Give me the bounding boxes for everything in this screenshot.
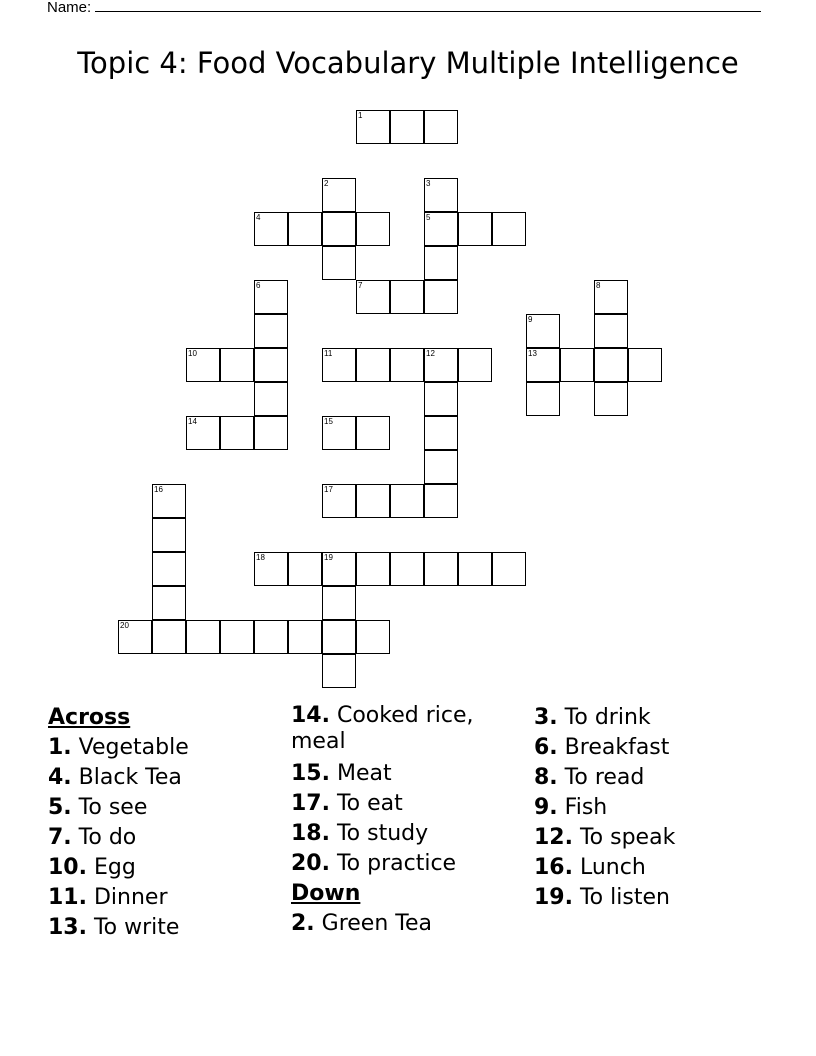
clue-item-number: 18. bbox=[291, 821, 330, 846]
clue-item-number: 14. bbox=[291, 703, 330, 728]
clue-item-text: Breakfast bbox=[557, 735, 670, 760]
crossword-cell[interactable] bbox=[322, 484, 356, 518]
crossword-cell[interactable] bbox=[526, 382, 560, 416]
clue-number: 5 bbox=[426, 213, 431, 222]
clue-item-number: 3. bbox=[534, 705, 558, 730]
clue-item-text: To drink bbox=[557, 705, 651, 730]
clue-number: 8 bbox=[596, 281, 601, 290]
clue-item-number: 19. bbox=[534, 885, 573, 910]
crossword-cell[interactable] bbox=[356, 552, 390, 586]
crossword-cell[interactable] bbox=[560, 348, 594, 382]
clues-column-2 bbox=[291, 703, 521, 939]
clue-number: 10 bbox=[188, 349, 197, 358]
clue-number: 18 bbox=[256, 553, 265, 562]
clue-item bbox=[534, 823, 794, 853]
crossword-cell[interactable] bbox=[390, 484, 424, 518]
crossword-cell[interactable] bbox=[628, 348, 662, 382]
crossword-cell[interactable] bbox=[424, 212, 458, 246]
crossword-cell[interactable] bbox=[254, 382, 288, 416]
clue-number: 14 bbox=[188, 417, 197, 426]
crossword-cell[interactable] bbox=[254, 314, 288, 348]
crossword-cell[interactable] bbox=[322, 620, 356, 654]
clue-item bbox=[534, 733, 794, 763]
crossword-cell[interactable] bbox=[424, 552, 458, 586]
crossword-cell[interactable] bbox=[152, 484, 186, 518]
crossword-cell[interactable] bbox=[356, 416, 390, 450]
clue-item-text: Lunch bbox=[572, 855, 646, 880]
crossword-cell[interactable] bbox=[322, 246, 356, 280]
clue-number: 1 bbox=[358, 111, 363, 120]
clue-number: 3 bbox=[426, 179, 431, 188]
crossword-cell[interactable] bbox=[458, 552, 492, 586]
crossword-cell[interactable] bbox=[458, 212, 492, 246]
clue-item bbox=[534, 703, 794, 733]
clue-item bbox=[291, 849, 521, 879]
clue-item-number: 9. bbox=[534, 795, 558, 820]
crossword-cell[interactable] bbox=[220, 348, 254, 382]
clue-item-number: 20. bbox=[291, 851, 330, 876]
page-title: Topic 4: Food Vocabulary Multiple Intelligence bbox=[77, 46, 739, 80]
crossword-cell[interactable] bbox=[254, 212, 288, 246]
crossword-cell[interactable] bbox=[288, 212, 322, 246]
clue-number: 13 bbox=[528, 349, 537, 358]
clue-item bbox=[48, 793, 278, 823]
clue-item bbox=[48, 853, 278, 883]
across-heading: Across bbox=[48, 705, 131, 730]
clue-item-number: 12. bbox=[534, 825, 573, 850]
crossword-cell[interactable] bbox=[322, 348, 356, 382]
crossword-cell[interactable] bbox=[424, 450, 458, 484]
clue-item bbox=[48, 823, 278, 853]
clue-item bbox=[291, 909, 521, 939]
crossword-cell[interactable] bbox=[424, 246, 458, 280]
clue-item-text: To see bbox=[71, 795, 148, 820]
clue-item-number: 1. bbox=[48, 735, 72, 760]
crossword-cell[interactable] bbox=[254, 280, 288, 314]
crossword-cell[interactable] bbox=[322, 654, 356, 688]
crossword-cell[interactable] bbox=[186, 620, 220, 654]
crossword-cell[interactable] bbox=[220, 620, 254, 654]
clue-item-number: 16. bbox=[534, 855, 573, 880]
clue-item-number: 8. bbox=[534, 765, 558, 790]
clue-number: 11 bbox=[324, 349, 333, 358]
crossword-cell[interactable] bbox=[118, 620, 152, 654]
clue-number: 6 bbox=[256, 281, 261, 290]
clue-item-text: Black Tea bbox=[71, 765, 182, 790]
clue-item-number: 7. bbox=[48, 825, 72, 850]
clue-item bbox=[291, 759, 521, 789]
clue-item bbox=[291, 703, 521, 759]
crossword-cell[interactable] bbox=[220, 416, 254, 450]
clue-number: 12 bbox=[426, 349, 435, 358]
crossword-cell[interactable] bbox=[152, 518, 186, 552]
clue-item-number: 11. bbox=[48, 885, 87, 910]
crossword-cell[interactable] bbox=[254, 416, 288, 450]
crossword-cell[interactable] bbox=[526, 314, 560, 348]
crossword-cell[interactable] bbox=[424, 416, 458, 450]
clue-item-number: 15. bbox=[291, 761, 330, 786]
clue-number: 16 bbox=[154, 485, 163, 494]
down-clue-list bbox=[291, 909, 521, 939]
crossword-cell[interactable] bbox=[594, 280, 628, 314]
clue-item-text: Meat bbox=[329, 761, 392, 786]
clue-number: 7 bbox=[358, 281, 363, 290]
crossword-cell[interactable] bbox=[322, 178, 356, 212]
crossword-cell[interactable] bbox=[424, 484, 458, 518]
down-clue-list-continued bbox=[534, 703, 794, 913]
across-clue-list bbox=[48, 733, 278, 943]
crossword-cell[interactable] bbox=[390, 280, 424, 314]
clue-item bbox=[48, 733, 278, 763]
crossword-cell[interactable] bbox=[458, 348, 492, 382]
clue-item-text: Egg bbox=[86, 855, 136, 880]
crossword-cell[interactable] bbox=[356, 212, 390, 246]
clues-column-1 bbox=[48, 703, 278, 943]
clue-item bbox=[48, 883, 278, 913]
crossword-cell[interactable] bbox=[390, 348, 424, 382]
crossword-cell[interactable] bbox=[492, 552, 526, 586]
clue-item-number: 4. bbox=[48, 765, 72, 790]
clue-item-text: To eat bbox=[329, 791, 403, 816]
clue-item bbox=[48, 913, 278, 943]
crossword-cell[interactable] bbox=[594, 382, 628, 416]
crossword-cell[interactable] bbox=[424, 110, 458, 144]
crossword-cell[interactable] bbox=[424, 280, 458, 314]
crossword-cell[interactable] bbox=[322, 212, 356, 246]
name-label: Name: bbox=[47, 0, 92, 16]
clue-item-text: To practice bbox=[329, 851, 457, 876]
clue-number: 4 bbox=[256, 213, 261, 222]
clue-item-text: Green Tea bbox=[314, 911, 432, 936]
clue-item-text: Cooked rice, meal bbox=[291, 703, 474, 754]
clue-item-number: 10. bbox=[48, 855, 87, 880]
crossword-cell[interactable] bbox=[356, 484, 390, 518]
clue-item bbox=[534, 763, 794, 793]
clue-item-text: To read bbox=[557, 765, 645, 790]
clue-item-number: 13. bbox=[48, 915, 87, 940]
crossword-cell[interactable] bbox=[526, 348, 560, 382]
clue-item-number: 2. bbox=[291, 911, 315, 936]
crossword-cell[interactable] bbox=[322, 416, 356, 450]
crossword-cell[interactable] bbox=[152, 620, 186, 654]
down-heading: Down bbox=[291, 881, 361, 906]
crossword-cell[interactable] bbox=[322, 552, 356, 586]
clue-item-text: To write bbox=[86, 915, 180, 940]
clue-item-text: Dinner bbox=[86, 885, 168, 910]
crossword-cell[interactable] bbox=[322, 586, 356, 620]
crossword-cell[interactable] bbox=[288, 620, 322, 654]
crossword-cell[interactable] bbox=[390, 552, 424, 586]
clue-item bbox=[291, 819, 521, 849]
clue-number: 9 bbox=[528, 315, 533, 324]
clue-item bbox=[48, 763, 278, 793]
crossword-cell[interactable] bbox=[594, 348, 628, 382]
clues-column-3 bbox=[534, 703, 794, 913]
crossword-cell[interactable] bbox=[594, 314, 628, 348]
crossword-cell[interactable] bbox=[186, 348, 220, 382]
crossword-cell[interactable] bbox=[152, 552, 186, 586]
clue-item bbox=[534, 793, 794, 823]
crossword-cell[interactable] bbox=[254, 620, 288, 654]
crossword-cell[interactable] bbox=[424, 382, 458, 416]
clue-item-text: To do bbox=[71, 825, 137, 850]
crossword-cell[interactable] bbox=[288, 552, 322, 586]
clue-number: 20 bbox=[120, 621, 129, 630]
clue-item-text: Vegetable bbox=[71, 735, 189, 760]
crossword-cell[interactable] bbox=[492, 212, 526, 246]
clue-item bbox=[534, 883, 794, 913]
crossword-cell[interactable] bbox=[424, 348, 458, 382]
clue-number: 2 bbox=[324, 179, 329, 188]
clue-item bbox=[534, 853, 794, 883]
clue-number: 19 bbox=[324, 553, 333, 562]
crossword-cell[interactable] bbox=[424, 178, 458, 212]
clue-item-number: 17. bbox=[291, 791, 330, 816]
clue-item bbox=[291, 789, 521, 819]
crossword-cell[interactable] bbox=[356, 620, 390, 654]
clue-item-text: To speak bbox=[572, 825, 676, 850]
crossword-cell[interactable] bbox=[356, 348, 390, 382]
crossword-cell[interactable] bbox=[390, 110, 424, 144]
crossword-cell[interactable] bbox=[152, 586, 186, 620]
clue-item-text: Fish bbox=[557, 795, 608, 820]
clue-number: 15 bbox=[324, 417, 333, 426]
clue-item-text: To listen bbox=[572, 885, 670, 910]
clue-item-number: 5. bbox=[48, 795, 72, 820]
crossword-cell[interactable] bbox=[356, 110, 390, 144]
clue-item-text: To study bbox=[329, 821, 429, 846]
clue-number: 17 bbox=[324, 485, 333, 494]
clue-item-number: 6. bbox=[534, 735, 558, 760]
crossword-cell[interactable] bbox=[254, 348, 288, 382]
across-clue-list-continued bbox=[291, 703, 521, 879]
crossword-cell[interactable] bbox=[254, 552, 288, 586]
crossword-cell[interactable] bbox=[186, 416, 220, 450]
crossword-cell[interactable] bbox=[356, 280, 390, 314]
